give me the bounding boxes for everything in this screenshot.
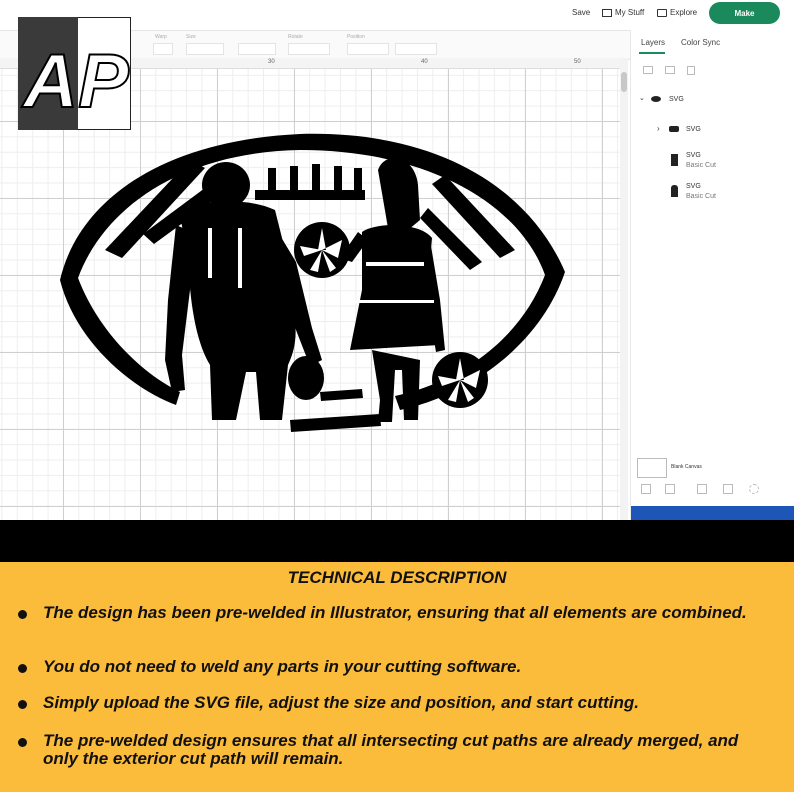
list-item xyxy=(18,604,758,642)
bullet-text: The design has been pre-welded in Illustrator, ensuring that all elements are combined. xyxy=(43,603,747,622)
blank-canvas-swatch[interactable] xyxy=(637,458,667,478)
tab-color-sync[interactable]: Color Sync xyxy=(681,38,721,47)
bullet-text: You do not need to weld any parts in your cutting software. xyxy=(43,657,522,676)
layer-operation: Basic Cut xyxy=(686,162,716,169)
chevron-right-icon[interactable]: › xyxy=(657,124,660,133)
warp-dropdown[interactable] xyxy=(153,43,173,55)
position-label: Position xyxy=(347,34,365,40)
layer-thumbnail xyxy=(669,126,679,132)
warp-label: Warp xyxy=(155,34,167,40)
rotate-input[interactable] xyxy=(288,43,330,55)
layer-label: SVG xyxy=(669,96,684,103)
notification-banner[interactable] xyxy=(631,506,794,520)
active-tab-indicator xyxy=(639,52,665,54)
layer-label: SVG xyxy=(686,183,701,190)
combine-icon[interactable] xyxy=(665,484,675,494)
blank-canvas-label: Blank Canvas xyxy=(671,464,702,470)
my-stuff-link[interactable] xyxy=(602,8,644,17)
my-stuff-label: My Stuff xyxy=(615,8,645,17)
canvas-scrollbar[interactable] xyxy=(620,58,628,520)
duplicate-icon[interactable] xyxy=(665,66,675,74)
list-item xyxy=(18,732,758,770)
description-heading: TECHNICAL DESCRIPTION xyxy=(287,568,507,587)
player-thumbnail-icon xyxy=(671,154,678,166)
football-laces xyxy=(255,164,365,200)
explore-label: Explore xyxy=(670,8,698,17)
layer-row-group[interactable] xyxy=(631,92,794,108)
ap-logo xyxy=(18,17,131,130)
bullet-icon xyxy=(18,700,27,709)
logo-text: AP xyxy=(23,39,129,124)
contour-icon[interactable] xyxy=(749,484,759,494)
make-button[interactable]: Make xyxy=(709,2,780,24)
attach-icon[interactable] xyxy=(697,484,707,494)
flatten-icon[interactable] xyxy=(723,484,733,494)
list-item xyxy=(18,658,758,678)
ruler-mark: 50 xyxy=(574,59,581,65)
layer-operation: Basic Cut xyxy=(686,193,716,200)
chevron-down-icon[interactable]: ⌄ xyxy=(639,95,645,102)
bullet-icon xyxy=(18,738,27,747)
ruler-mark: 30 xyxy=(268,59,275,65)
list-item xyxy=(18,694,758,714)
divider-band xyxy=(0,520,794,562)
save-link[interactable]: Save xyxy=(572,8,591,17)
explore-link[interactable] xyxy=(657,8,697,17)
size-label: Size xyxy=(186,34,196,40)
cheerleader-thumbnail-icon xyxy=(671,185,678,197)
bullet-text: The pre-welded design ensures that all intersecting cut paths are already merged, and only the exterior cut path will remain. xyxy=(43,731,739,768)
technical-description xyxy=(0,562,794,792)
layer-row-cheerleader[interactable] xyxy=(631,181,794,205)
delete-icon[interactable] xyxy=(687,66,695,75)
bullet-icon xyxy=(18,664,27,673)
rotate-label: Rotate xyxy=(288,34,303,40)
tab-layers[interactable]: Layers xyxy=(641,38,666,47)
layer-label: SVG xyxy=(686,126,701,133)
bullet-icon xyxy=(18,610,27,619)
scrollbar-thumb[interactable] xyxy=(621,72,627,92)
x-position-input[interactable] xyxy=(347,43,389,55)
y-position-input[interactable] xyxy=(395,43,437,55)
layer-row-subgroup[interactable] xyxy=(631,122,794,138)
layer-thumbnail xyxy=(651,96,661,102)
layers-panel xyxy=(630,30,794,520)
layer-row-player[interactable] xyxy=(631,150,794,174)
bullet-text: Simply upload the SVG file, adjust the size and position, and start cutting. xyxy=(43,693,640,712)
slice-icon[interactable] xyxy=(641,484,651,494)
ruler-mark: 40 xyxy=(421,59,428,65)
height-input[interactable] xyxy=(238,43,276,55)
layer-label: SVG xyxy=(686,152,701,159)
explore-icon xyxy=(657,9,667,17)
group-icon[interactable] xyxy=(643,66,653,74)
envelope-icon xyxy=(602,9,612,17)
width-input[interactable] xyxy=(186,43,224,55)
